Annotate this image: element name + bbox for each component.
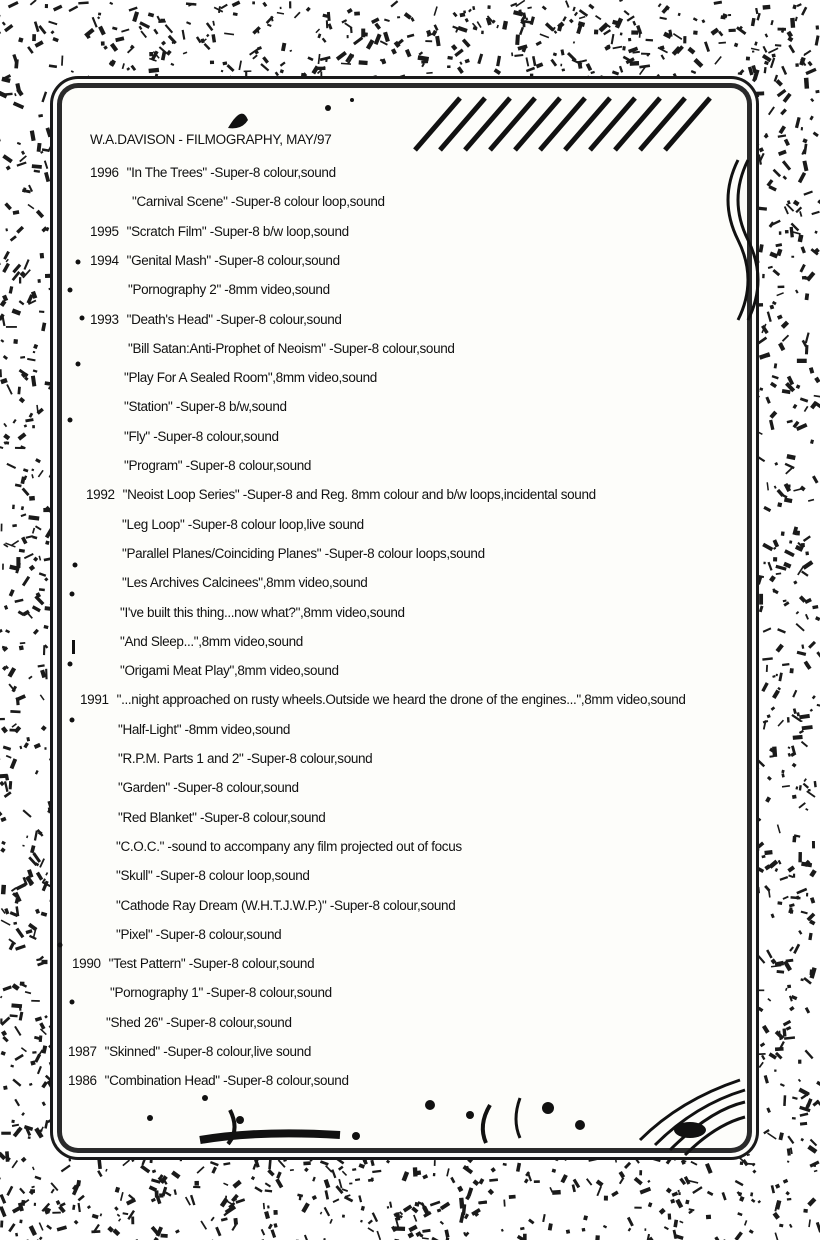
entry-text: "Origami Meat Play",8mm video,sound [120,663,339,679]
filmography-entry [118,751,372,766]
entry-text: "Pornography 2" -8mm video,sound [128,282,330,298]
entry-text: "Bill Satan:Anti-Prophet of Neoism" -Super-8 colour,sound [128,340,455,356]
filmography-entry [128,341,455,356]
entry-text: "Pornography 1" -Super-8 colour,sound [110,985,332,1001]
entry-text: "And Sleep...",8mm video,sound [120,633,303,649]
entry-text: "...night approached on rusty wheels.Outside we heard the drone of the engines...",8mm video,sound [116,692,686,708]
filmography-entry [116,839,462,854]
entry-text: "Play For A Sealed Room",8mm video,sound [124,370,377,386]
filmography-entry [118,722,290,737]
filmography-entry [124,399,287,414]
filmography-entry [122,546,485,561]
filmography-entry [90,253,340,268]
filmography-entry [110,985,332,1000]
filmography-entry [122,575,367,590]
entry-text: "Cathode Ray Dream (W.H.T.J.W.P.)" -Super-8 colour,sound [116,897,456,913]
filmography-entry [122,517,364,532]
entry-year: 1991 [80,692,109,708]
filmography-entry [124,458,311,473]
filmography-entry [124,429,279,444]
filmography-entry [68,1044,311,1059]
filmography-entry [124,370,377,385]
document-title: W.A.DAVISON - FILMOGRAPHY, MAY/97 [90,132,332,147]
filmography-entry [128,282,330,297]
entry-text: "Program" -Super-8 colour,sound [124,458,312,473]
entry-text: "C.O.C." -sound to accompany any film projected out of focus [116,838,462,854]
filmography-entry [90,312,342,327]
entry-text: "Station" -Super-8 b/w,sound [124,399,287,415]
entry-text: "Parallel Planes/Coinciding Planes" -Super-8 colour loops,sound [122,545,485,561]
filmography-entry [120,663,339,678]
entry-year: 1987 [68,1044,97,1059]
filmography-entry [120,605,405,620]
entry-text: "R.P.M. Parts 1 and 2" -Super-8 colour,sound [118,751,373,766]
filmography-entry [90,224,349,239]
filmography-entry [132,194,385,209]
filmography-entry [118,780,299,795]
entry-text: "Shed 26" -Super-8 colour,sound [106,1014,292,1030]
entry-year: 1994 [90,252,119,268]
entry-year: 1993 [90,311,119,327]
entry-text: "Skull" -Super-8 colour loop,sound [116,868,310,884]
entry-year: 1992 [86,487,115,503]
entry-text: "Test Pattern" -Super-8 colour,sound [108,956,315,972]
filmography-entry [68,1073,349,1088]
entry-text: "Death's Head" -Super-8 colour,sound [126,311,342,327]
entry-text: "Half-Light" -8mm video,sound [118,721,291,737]
filmography-entry [86,487,596,502]
filmography-entry [90,165,336,180]
entry-year: 1996 [90,165,119,180]
entry-text: "Neoist Loop Series" -Super-8 and Reg. 8mm colour and b/w loops,incidental sound [122,487,596,503]
filmography-entry [116,868,310,883]
filmography-entry [106,1015,292,1030]
entry-text: "Les Archives Calcinees",8mm video,sound [122,575,368,591]
entry-text: "Pixel" -Super-8 colour,sound [116,926,282,942]
entry-year: 1990 [72,956,101,972]
entry-text: "Genital Mash" -Super-8 colour,sound [126,252,340,268]
filmography-entry [116,898,455,913]
entry-year: 1986 [68,1073,97,1089]
filmography-entry [72,956,314,971]
entry-text: "Combination Head" -Super-8 colour,sound [104,1073,349,1089]
entry-text: "Scratch Film" -Super-8 b/w loop,sound [126,223,349,239]
entry-text: "Leg Loop" -Super-8 colour loop,live sound [122,516,364,532]
entry-text: "Skinned" -Super-8 colour,live sound [104,1044,312,1059]
entry-text: "Fly" -Super-8 colour,sound [124,428,279,444]
filmography-entry [118,810,325,825]
entry-text: "In The Trees" -Super-8 colour,sound [126,165,336,180]
entry-text: "Carnival Scene" -Super-8 colour loop,sound [132,194,385,210]
entry-text: "Red Blanket" -Super-8 colour,sound [118,809,326,825]
filmography-entry [120,634,303,649]
entry-year: 1995 [90,223,119,239]
entry-text: "Garden" -Super-8 colour,sound [118,780,299,796]
entry-text: "I've built this thing...now what?",8mm video,sound [120,604,405,620]
filmography-entry [116,927,281,942]
filmography-entry [80,692,686,707]
